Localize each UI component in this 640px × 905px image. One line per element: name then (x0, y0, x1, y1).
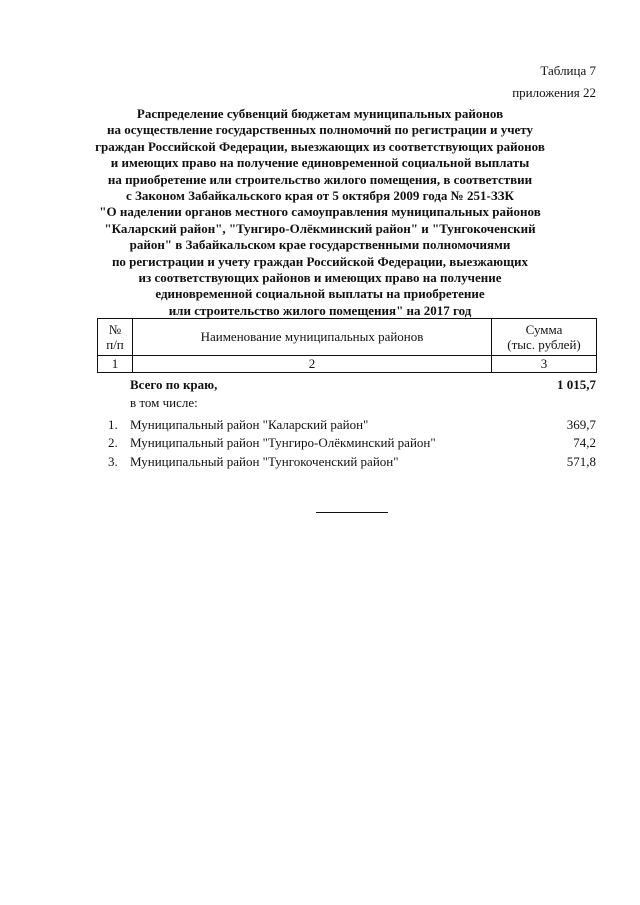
row-amount: 74,2 (573, 435, 596, 450)
column-header-name: Наименование муниципальных районов (133, 319, 492, 356)
column-header-number-line2: п/п (106, 337, 124, 352)
total-sublabel: в том числе: (130, 395, 198, 410)
column-number-2: 2 (133, 356, 492, 373)
row-name: Муниципальный район "Каларский район" (130, 417, 369, 432)
row-amount: 571,8 (566, 454, 596, 469)
column-header-sum-line2: (тыс. рублей) (507, 337, 581, 352)
title-line: район" в Забайкальском крае государственными полномочиями (129, 237, 511, 253)
row-number: 3. (108, 454, 118, 469)
title-line: на приобретение или строительство жилого помещения, в соответствии (107, 171, 533, 187)
column-header-number-line1: № (108, 322, 122, 337)
row-number: 2. (108, 435, 118, 450)
total-label: Всего по краю, (130, 377, 218, 392)
row-amount: 369,7 (566, 417, 596, 432)
title-line: "О наделении органов местного самоуправления муниципальных районов (99, 204, 541, 220)
column-number-row (98, 356, 597, 373)
title-line: и имеющих право на получение единовременной социальной выплаты (110, 155, 530, 171)
title-line: по регистрации и учету граждан Российской Федерации, выезжающих (111, 253, 529, 269)
column-number-3: 3 (492, 356, 597, 373)
title-line: единовременной социальной выплаты на приобретение (155, 286, 485, 302)
row-name: Муниципальный район "Тунгокоченский район" (130, 454, 399, 469)
title-line: из соответствующих районов и имеющих право на получение (138, 270, 502, 286)
title-line: Распределение субвенций бюджетам муниципальных районов (136, 106, 504, 121)
row-number: 1. (108, 417, 118, 432)
separator-line (316, 512, 388, 513)
table-header (97, 318, 597, 373)
title-line: или строительство жилого помещения" на 2017 год (168, 302, 472, 318)
column-header-sum (492, 319, 597, 356)
total-amount: 1 015,7 (557, 377, 596, 392)
header-row (98, 319, 597, 356)
title-line: с Законом Забайкальского края от 5 октября 2009 года № 251-ЗЗК (126, 188, 514, 204)
appendix-reference: приложения 22 (512, 85, 596, 100)
column-header-number (98, 319, 133, 356)
table-reference: Таблица 7 (540, 63, 596, 78)
title-line: "Каларский район", "Тунгиро-Олёкминский район" и "Тунгокоченский (104, 220, 536, 236)
column-number-1: 1 (98, 356, 133, 373)
title-line: граждан Российской Федерации, выезжающих из соответствующих районов (95, 138, 545, 154)
column-header-sum-line1: Сумма (525, 322, 563, 337)
document-title (80, 106, 560, 319)
row-name: Муниципальный район "Тунгиро-Олёкминский район" (130, 435, 436, 450)
title-line: на осуществление государственных полномочий по регистрации и учету (106, 122, 534, 138)
